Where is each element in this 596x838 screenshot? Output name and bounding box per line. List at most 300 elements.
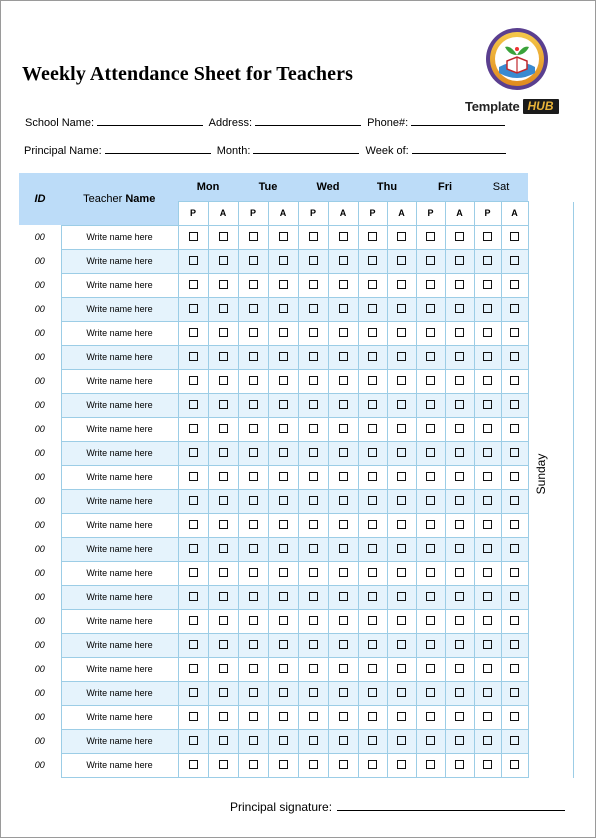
- absent-checkbox[interactable]: [279, 472, 288, 481]
- absent-checkbox[interactable]: [397, 520, 406, 529]
- present-checkbox[interactable]: [426, 616, 435, 625]
- teacher-name-cell[interactable]: Write name here: [61, 465, 178, 489]
- present-checkbox[interactable]: [309, 280, 318, 289]
- present-checkbox[interactable]: [249, 232, 258, 241]
- absent-checkbox[interactable]: [339, 664, 348, 673]
- present-checkbox[interactable]: [483, 280, 492, 289]
- present-checkbox[interactable]: [249, 496, 258, 505]
- present-checkbox[interactable]: [368, 304, 377, 313]
- absent-checkbox[interactable]: [510, 400, 519, 409]
- present-checkbox[interactable]: [309, 472, 318, 481]
- absent-checkbox[interactable]: [219, 256, 228, 265]
- absent-checkbox[interactable]: [279, 568, 288, 577]
- absent-checkbox[interactable]: [339, 352, 348, 361]
- present-checkbox[interactable]: [368, 688, 377, 697]
- absent-checkbox[interactable]: [510, 472, 519, 481]
- absent-checkbox[interactable]: [397, 736, 406, 745]
- absent-checkbox[interactable]: [510, 520, 519, 529]
- present-checkbox[interactable]: [483, 376, 492, 385]
- absent-checkbox[interactable]: [455, 352, 464, 361]
- teacher-name-cell[interactable]: Write name here: [61, 297, 178, 321]
- absent-checkbox[interactable]: [339, 544, 348, 553]
- absent-checkbox[interactable]: [455, 376, 464, 385]
- absent-checkbox[interactable]: [455, 304, 464, 313]
- absent-checkbox[interactable]: [219, 592, 228, 601]
- week-of-field[interactable]: [412, 144, 506, 154]
- teacher-name-cell[interactable]: Write name here: [61, 681, 178, 705]
- absent-checkbox[interactable]: [339, 712, 348, 721]
- present-checkbox[interactable]: [426, 496, 435, 505]
- absent-checkbox[interactable]: [455, 592, 464, 601]
- present-checkbox[interactable]: [189, 352, 198, 361]
- absent-checkbox[interactable]: [455, 544, 464, 553]
- absent-checkbox[interactable]: [455, 328, 464, 337]
- absent-checkbox[interactable]: [279, 712, 288, 721]
- present-checkbox[interactable]: [483, 592, 492, 601]
- absent-checkbox[interactable]: [510, 256, 519, 265]
- absent-checkbox[interactable]: [339, 256, 348, 265]
- present-checkbox[interactable]: [483, 736, 492, 745]
- present-checkbox[interactable]: [309, 328, 318, 337]
- absent-checkbox[interactable]: [510, 352, 519, 361]
- absent-checkbox[interactable]: [397, 568, 406, 577]
- signature-field[interactable]: [337, 800, 565, 811]
- present-checkbox[interactable]: [368, 328, 377, 337]
- absent-checkbox[interactable]: [510, 424, 519, 433]
- present-checkbox[interactable]: [249, 472, 258, 481]
- present-checkbox[interactable]: [309, 424, 318, 433]
- absent-checkbox[interactable]: [339, 472, 348, 481]
- absent-checkbox[interactable]: [510, 304, 519, 313]
- present-checkbox[interactable]: [368, 472, 377, 481]
- present-checkbox[interactable]: [483, 712, 492, 721]
- absent-checkbox[interactable]: [339, 616, 348, 625]
- absent-checkbox[interactable]: [339, 448, 348, 457]
- absent-checkbox[interactable]: [279, 448, 288, 457]
- school-name-field[interactable]: [97, 116, 203, 126]
- teacher-name-cell[interactable]: Write name here: [61, 753, 178, 777]
- present-checkbox[interactable]: [426, 400, 435, 409]
- absent-checkbox[interactable]: [510, 664, 519, 673]
- present-checkbox[interactable]: [309, 376, 318, 385]
- present-checkbox[interactable]: [249, 520, 258, 529]
- absent-checkbox[interactable]: [339, 304, 348, 313]
- absent-checkbox[interactable]: [397, 352, 406, 361]
- present-checkbox[interactable]: [189, 496, 198, 505]
- absent-checkbox[interactable]: [279, 400, 288, 409]
- teacher-name-cell[interactable]: Write name here: [61, 441, 178, 465]
- present-checkbox[interactable]: [426, 520, 435, 529]
- present-checkbox[interactable]: [368, 640, 377, 649]
- absent-checkbox[interactable]: [397, 232, 406, 241]
- present-checkbox[interactable]: [189, 376, 198, 385]
- present-checkbox[interactable]: [309, 520, 318, 529]
- absent-checkbox[interactable]: [455, 520, 464, 529]
- absent-checkbox[interactable]: [339, 520, 348, 529]
- absent-checkbox[interactable]: [279, 592, 288, 601]
- present-checkbox[interactable]: [483, 472, 492, 481]
- teacher-name-cell[interactable]: Write name here: [61, 489, 178, 513]
- present-checkbox[interactable]: [426, 280, 435, 289]
- absent-checkbox[interactable]: [510, 328, 519, 337]
- absent-checkbox[interactable]: [219, 232, 228, 241]
- absent-checkbox[interactable]: [455, 496, 464, 505]
- absent-checkbox[interactable]: [339, 376, 348, 385]
- present-checkbox[interactable]: [309, 400, 318, 409]
- present-checkbox[interactable]: [309, 448, 318, 457]
- teacher-name-cell[interactable]: Write name here: [61, 249, 178, 273]
- absent-checkbox[interactable]: [455, 400, 464, 409]
- present-checkbox[interactable]: [426, 760, 435, 769]
- absent-checkbox[interactable]: [455, 472, 464, 481]
- present-checkbox[interactable]: [249, 400, 258, 409]
- absent-checkbox[interactable]: [397, 376, 406, 385]
- teacher-name-cell[interactable]: Write name here: [61, 225, 178, 249]
- absent-checkbox[interactable]: [510, 280, 519, 289]
- absent-checkbox[interactable]: [339, 736, 348, 745]
- absent-checkbox[interactable]: [219, 760, 228, 769]
- absent-checkbox[interactable]: [279, 304, 288, 313]
- absent-checkbox[interactable]: [510, 592, 519, 601]
- present-checkbox[interactable]: [249, 640, 258, 649]
- present-checkbox[interactable]: [426, 472, 435, 481]
- absent-checkbox[interactable]: [219, 712, 228, 721]
- phone-field[interactable]: [411, 116, 505, 126]
- present-checkbox[interactable]: [309, 304, 318, 313]
- absent-checkbox[interactable]: [339, 328, 348, 337]
- present-checkbox[interactable]: [189, 448, 198, 457]
- present-checkbox[interactable]: [368, 568, 377, 577]
- absent-checkbox[interactable]: [339, 280, 348, 289]
- present-checkbox[interactable]: [309, 256, 318, 265]
- present-checkbox[interactable]: [249, 736, 258, 745]
- present-checkbox[interactable]: [426, 232, 435, 241]
- present-checkbox[interactable]: [249, 280, 258, 289]
- present-checkbox[interactable]: [368, 520, 377, 529]
- present-checkbox[interactable]: [483, 352, 492, 361]
- present-checkbox[interactable]: [483, 328, 492, 337]
- present-checkbox[interactable]: [189, 712, 198, 721]
- present-checkbox[interactable]: [189, 304, 198, 313]
- present-checkbox[interactable]: [426, 304, 435, 313]
- absent-checkbox[interactable]: [219, 520, 228, 529]
- absent-checkbox[interactable]: [339, 400, 348, 409]
- present-checkbox[interactable]: [309, 640, 318, 649]
- present-checkbox[interactable]: [249, 424, 258, 433]
- absent-checkbox[interactable]: [510, 448, 519, 457]
- present-checkbox[interactable]: [189, 688, 198, 697]
- teacher-name-cell[interactable]: Write name here: [61, 633, 178, 657]
- absent-checkbox[interactable]: [219, 280, 228, 289]
- present-checkbox[interactable]: [483, 688, 492, 697]
- absent-checkbox[interactable]: [397, 616, 406, 625]
- absent-checkbox[interactable]: [339, 688, 348, 697]
- present-checkbox[interactable]: [309, 688, 318, 697]
- absent-checkbox[interactable]: [510, 568, 519, 577]
- present-checkbox[interactable]: [189, 544, 198, 553]
- present-checkbox[interactable]: [189, 256, 198, 265]
- teacher-name-cell[interactable]: Write name here: [61, 537, 178, 561]
- present-checkbox[interactable]: [426, 688, 435, 697]
- absent-checkbox[interactable]: [279, 520, 288, 529]
- absent-checkbox[interactable]: [279, 352, 288, 361]
- present-checkbox[interactable]: [249, 664, 258, 673]
- absent-checkbox[interactable]: [339, 760, 348, 769]
- teacher-name-cell[interactable]: Write name here: [61, 393, 178, 417]
- absent-checkbox[interactable]: [455, 424, 464, 433]
- absent-checkbox[interactable]: [455, 760, 464, 769]
- absent-checkbox[interactable]: [397, 496, 406, 505]
- present-checkbox[interactable]: [189, 664, 198, 673]
- absent-checkbox[interactable]: [219, 688, 228, 697]
- present-checkbox[interactable]: [249, 256, 258, 265]
- address-field[interactable]: [255, 116, 361, 126]
- absent-checkbox[interactable]: [279, 688, 288, 697]
- teacher-name-cell[interactable]: Write name here: [61, 561, 178, 585]
- present-checkbox[interactable]: [368, 712, 377, 721]
- present-checkbox[interactable]: [483, 256, 492, 265]
- absent-checkbox[interactable]: [219, 568, 228, 577]
- present-checkbox[interactable]: [189, 616, 198, 625]
- absent-checkbox[interactable]: [455, 280, 464, 289]
- absent-checkbox[interactable]: [510, 376, 519, 385]
- teacher-name-cell[interactable]: Write name here: [61, 369, 178, 393]
- absent-checkbox[interactable]: [397, 760, 406, 769]
- absent-checkbox[interactable]: [219, 424, 228, 433]
- absent-checkbox[interactable]: [279, 496, 288, 505]
- absent-checkbox[interactable]: [455, 664, 464, 673]
- absent-checkbox[interactable]: [510, 760, 519, 769]
- present-checkbox[interactable]: [483, 520, 492, 529]
- absent-checkbox[interactable]: [397, 544, 406, 553]
- present-checkbox[interactable]: [426, 664, 435, 673]
- present-checkbox[interactable]: [309, 352, 318, 361]
- absent-checkbox[interactable]: [397, 400, 406, 409]
- present-checkbox[interactable]: [483, 568, 492, 577]
- present-checkbox[interactable]: [426, 352, 435, 361]
- present-checkbox[interactable]: [368, 232, 377, 241]
- absent-checkbox[interactable]: [455, 736, 464, 745]
- absent-checkbox[interactable]: [397, 448, 406, 457]
- absent-checkbox[interactable]: [219, 736, 228, 745]
- present-checkbox[interactable]: [189, 736, 198, 745]
- absent-checkbox[interactable]: [397, 688, 406, 697]
- absent-checkbox[interactable]: [397, 472, 406, 481]
- present-checkbox[interactable]: [249, 688, 258, 697]
- absent-checkbox[interactable]: [397, 280, 406, 289]
- present-checkbox[interactable]: [249, 304, 258, 313]
- present-checkbox[interactable]: [309, 760, 318, 769]
- present-checkbox[interactable]: [368, 448, 377, 457]
- absent-checkbox[interactable]: [397, 712, 406, 721]
- present-checkbox[interactable]: [368, 736, 377, 745]
- teacher-name-cell[interactable]: Write name here: [61, 513, 178, 537]
- absent-checkbox[interactable]: [279, 664, 288, 673]
- absent-checkbox[interactable]: [219, 400, 228, 409]
- present-checkbox[interactable]: [249, 760, 258, 769]
- present-checkbox[interactable]: [309, 496, 318, 505]
- absent-checkbox[interactable]: [279, 760, 288, 769]
- present-checkbox[interactable]: [483, 496, 492, 505]
- absent-checkbox[interactable]: [455, 568, 464, 577]
- present-checkbox[interactable]: [368, 544, 377, 553]
- absent-checkbox[interactable]: [397, 424, 406, 433]
- present-checkbox[interactable]: [189, 520, 198, 529]
- absent-checkbox[interactable]: [219, 304, 228, 313]
- present-checkbox[interactable]: [189, 328, 198, 337]
- absent-checkbox[interactable]: [279, 376, 288, 385]
- absent-checkbox[interactable]: [397, 256, 406, 265]
- absent-checkbox[interactable]: [510, 640, 519, 649]
- present-checkbox[interactable]: [249, 448, 258, 457]
- absent-checkbox[interactable]: [339, 496, 348, 505]
- absent-checkbox[interactable]: [510, 544, 519, 553]
- present-checkbox[interactable]: [368, 496, 377, 505]
- present-checkbox[interactable]: [368, 424, 377, 433]
- present-checkbox[interactable]: [426, 712, 435, 721]
- present-checkbox[interactable]: [368, 280, 377, 289]
- absent-checkbox[interactable]: [339, 592, 348, 601]
- absent-checkbox[interactable]: [455, 640, 464, 649]
- absent-checkbox[interactable]: [397, 592, 406, 601]
- present-checkbox[interactable]: [483, 448, 492, 457]
- absent-checkbox[interactable]: [510, 736, 519, 745]
- absent-checkbox[interactable]: [339, 424, 348, 433]
- absent-checkbox[interactable]: [397, 640, 406, 649]
- present-checkbox[interactable]: [483, 400, 492, 409]
- present-checkbox[interactable]: [426, 376, 435, 385]
- present-checkbox[interactable]: [309, 232, 318, 241]
- absent-checkbox[interactable]: [279, 280, 288, 289]
- present-checkbox[interactable]: [483, 232, 492, 241]
- absent-checkbox[interactable]: [455, 712, 464, 721]
- absent-checkbox[interactable]: [397, 664, 406, 673]
- teacher-name-cell[interactable]: Write name here: [61, 273, 178, 297]
- present-checkbox[interactable]: [483, 640, 492, 649]
- absent-checkbox[interactable]: [219, 664, 228, 673]
- principal-name-field[interactable]: [105, 144, 211, 154]
- present-checkbox[interactable]: [189, 640, 198, 649]
- present-checkbox[interactable]: [368, 376, 377, 385]
- present-checkbox[interactable]: [249, 328, 258, 337]
- teacher-name-cell[interactable]: Write name here: [61, 705, 178, 729]
- present-checkbox[interactable]: [368, 760, 377, 769]
- teacher-name-cell[interactable]: Write name here: [61, 417, 178, 441]
- present-checkbox[interactable]: [483, 616, 492, 625]
- absent-checkbox[interactable]: [397, 328, 406, 337]
- present-checkbox[interactable]: [309, 568, 318, 577]
- absent-checkbox[interactable]: [279, 736, 288, 745]
- present-checkbox[interactable]: [368, 592, 377, 601]
- present-checkbox[interactable]: [483, 760, 492, 769]
- present-checkbox[interactable]: [189, 472, 198, 481]
- absent-checkbox[interactable]: [510, 712, 519, 721]
- teacher-name-cell[interactable]: Write name here: [61, 585, 178, 609]
- absent-checkbox[interactable]: [455, 616, 464, 625]
- teacher-name-cell[interactable]: Write name here: [61, 657, 178, 681]
- present-checkbox[interactable]: [483, 664, 492, 673]
- present-checkbox[interactable]: [426, 640, 435, 649]
- teacher-name-cell[interactable]: Write name here: [61, 609, 178, 633]
- absent-checkbox[interactable]: [219, 328, 228, 337]
- present-checkbox[interactable]: [426, 592, 435, 601]
- present-checkbox[interactable]: [368, 352, 377, 361]
- present-checkbox[interactable]: [309, 592, 318, 601]
- absent-checkbox[interactable]: [339, 568, 348, 577]
- teacher-name-cell[interactable]: Write name here: [61, 321, 178, 345]
- present-checkbox[interactable]: [426, 736, 435, 745]
- absent-checkbox[interactable]: [219, 496, 228, 505]
- absent-checkbox[interactable]: [397, 304, 406, 313]
- present-checkbox[interactable]: [189, 232, 198, 241]
- present-checkbox[interactable]: [309, 544, 318, 553]
- present-checkbox[interactable]: [249, 592, 258, 601]
- absent-checkbox[interactable]: [455, 448, 464, 457]
- absent-checkbox[interactable]: [279, 640, 288, 649]
- present-checkbox[interactable]: [483, 544, 492, 553]
- present-checkbox[interactable]: [483, 304, 492, 313]
- absent-checkbox[interactable]: [279, 544, 288, 553]
- present-checkbox[interactable]: [483, 424, 492, 433]
- absent-checkbox[interactable]: [279, 328, 288, 337]
- present-checkbox[interactable]: [249, 352, 258, 361]
- present-checkbox[interactable]: [249, 544, 258, 553]
- present-checkbox[interactable]: [189, 760, 198, 769]
- present-checkbox[interactable]: [189, 400, 198, 409]
- present-checkbox[interactable]: [309, 736, 318, 745]
- present-checkbox[interactable]: [426, 568, 435, 577]
- present-checkbox[interactable]: [368, 664, 377, 673]
- present-checkbox[interactable]: [368, 616, 377, 625]
- absent-checkbox[interactable]: [219, 544, 228, 553]
- teacher-name-cell[interactable]: Write name here: [61, 345, 178, 369]
- absent-checkbox[interactable]: [455, 688, 464, 697]
- absent-checkbox[interactable]: [219, 616, 228, 625]
- absent-checkbox[interactable]: [510, 496, 519, 505]
- present-checkbox[interactable]: [368, 400, 377, 409]
- present-checkbox[interactable]: [249, 712, 258, 721]
- absent-checkbox[interactable]: [219, 352, 228, 361]
- absent-checkbox[interactable]: [219, 448, 228, 457]
- present-checkbox[interactable]: [309, 664, 318, 673]
- present-checkbox[interactable]: [249, 376, 258, 385]
- absent-checkbox[interactable]: [339, 640, 348, 649]
- month-field[interactable]: [253, 144, 359, 154]
- absent-checkbox[interactable]: [510, 232, 519, 241]
- present-checkbox[interactable]: [309, 712, 318, 721]
- present-checkbox[interactable]: [309, 616, 318, 625]
- absent-checkbox[interactable]: [339, 232, 348, 241]
- present-checkbox[interactable]: [189, 568, 198, 577]
- absent-checkbox[interactable]: [279, 256, 288, 265]
- absent-checkbox[interactable]: [510, 688, 519, 697]
- present-checkbox[interactable]: [426, 328, 435, 337]
- present-checkbox[interactable]: [368, 256, 377, 265]
- present-checkbox[interactable]: [426, 256, 435, 265]
- present-checkbox[interactable]: [189, 424, 198, 433]
- absent-checkbox[interactable]: [279, 616, 288, 625]
- absent-checkbox[interactable]: [279, 232, 288, 241]
- teacher-name-cell[interactable]: Write name here: [61, 729, 178, 753]
- absent-checkbox[interactable]: [219, 640, 228, 649]
- absent-checkbox[interactable]: [455, 256, 464, 265]
- present-checkbox[interactable]: [426, 544, 435, 553]
- absent-checkbox[interactable]: [219, 472, 228, 481]
- present-checkbox[interactable]: [189, 280, 198, 289]
- absent-checkbox[interactable]: [455, 232, 464, 241]
- present-checkbox[interactable]: [249, 616, 258, 625]
- present-checkbox[interactable]: [249, 568, 258, 577]
